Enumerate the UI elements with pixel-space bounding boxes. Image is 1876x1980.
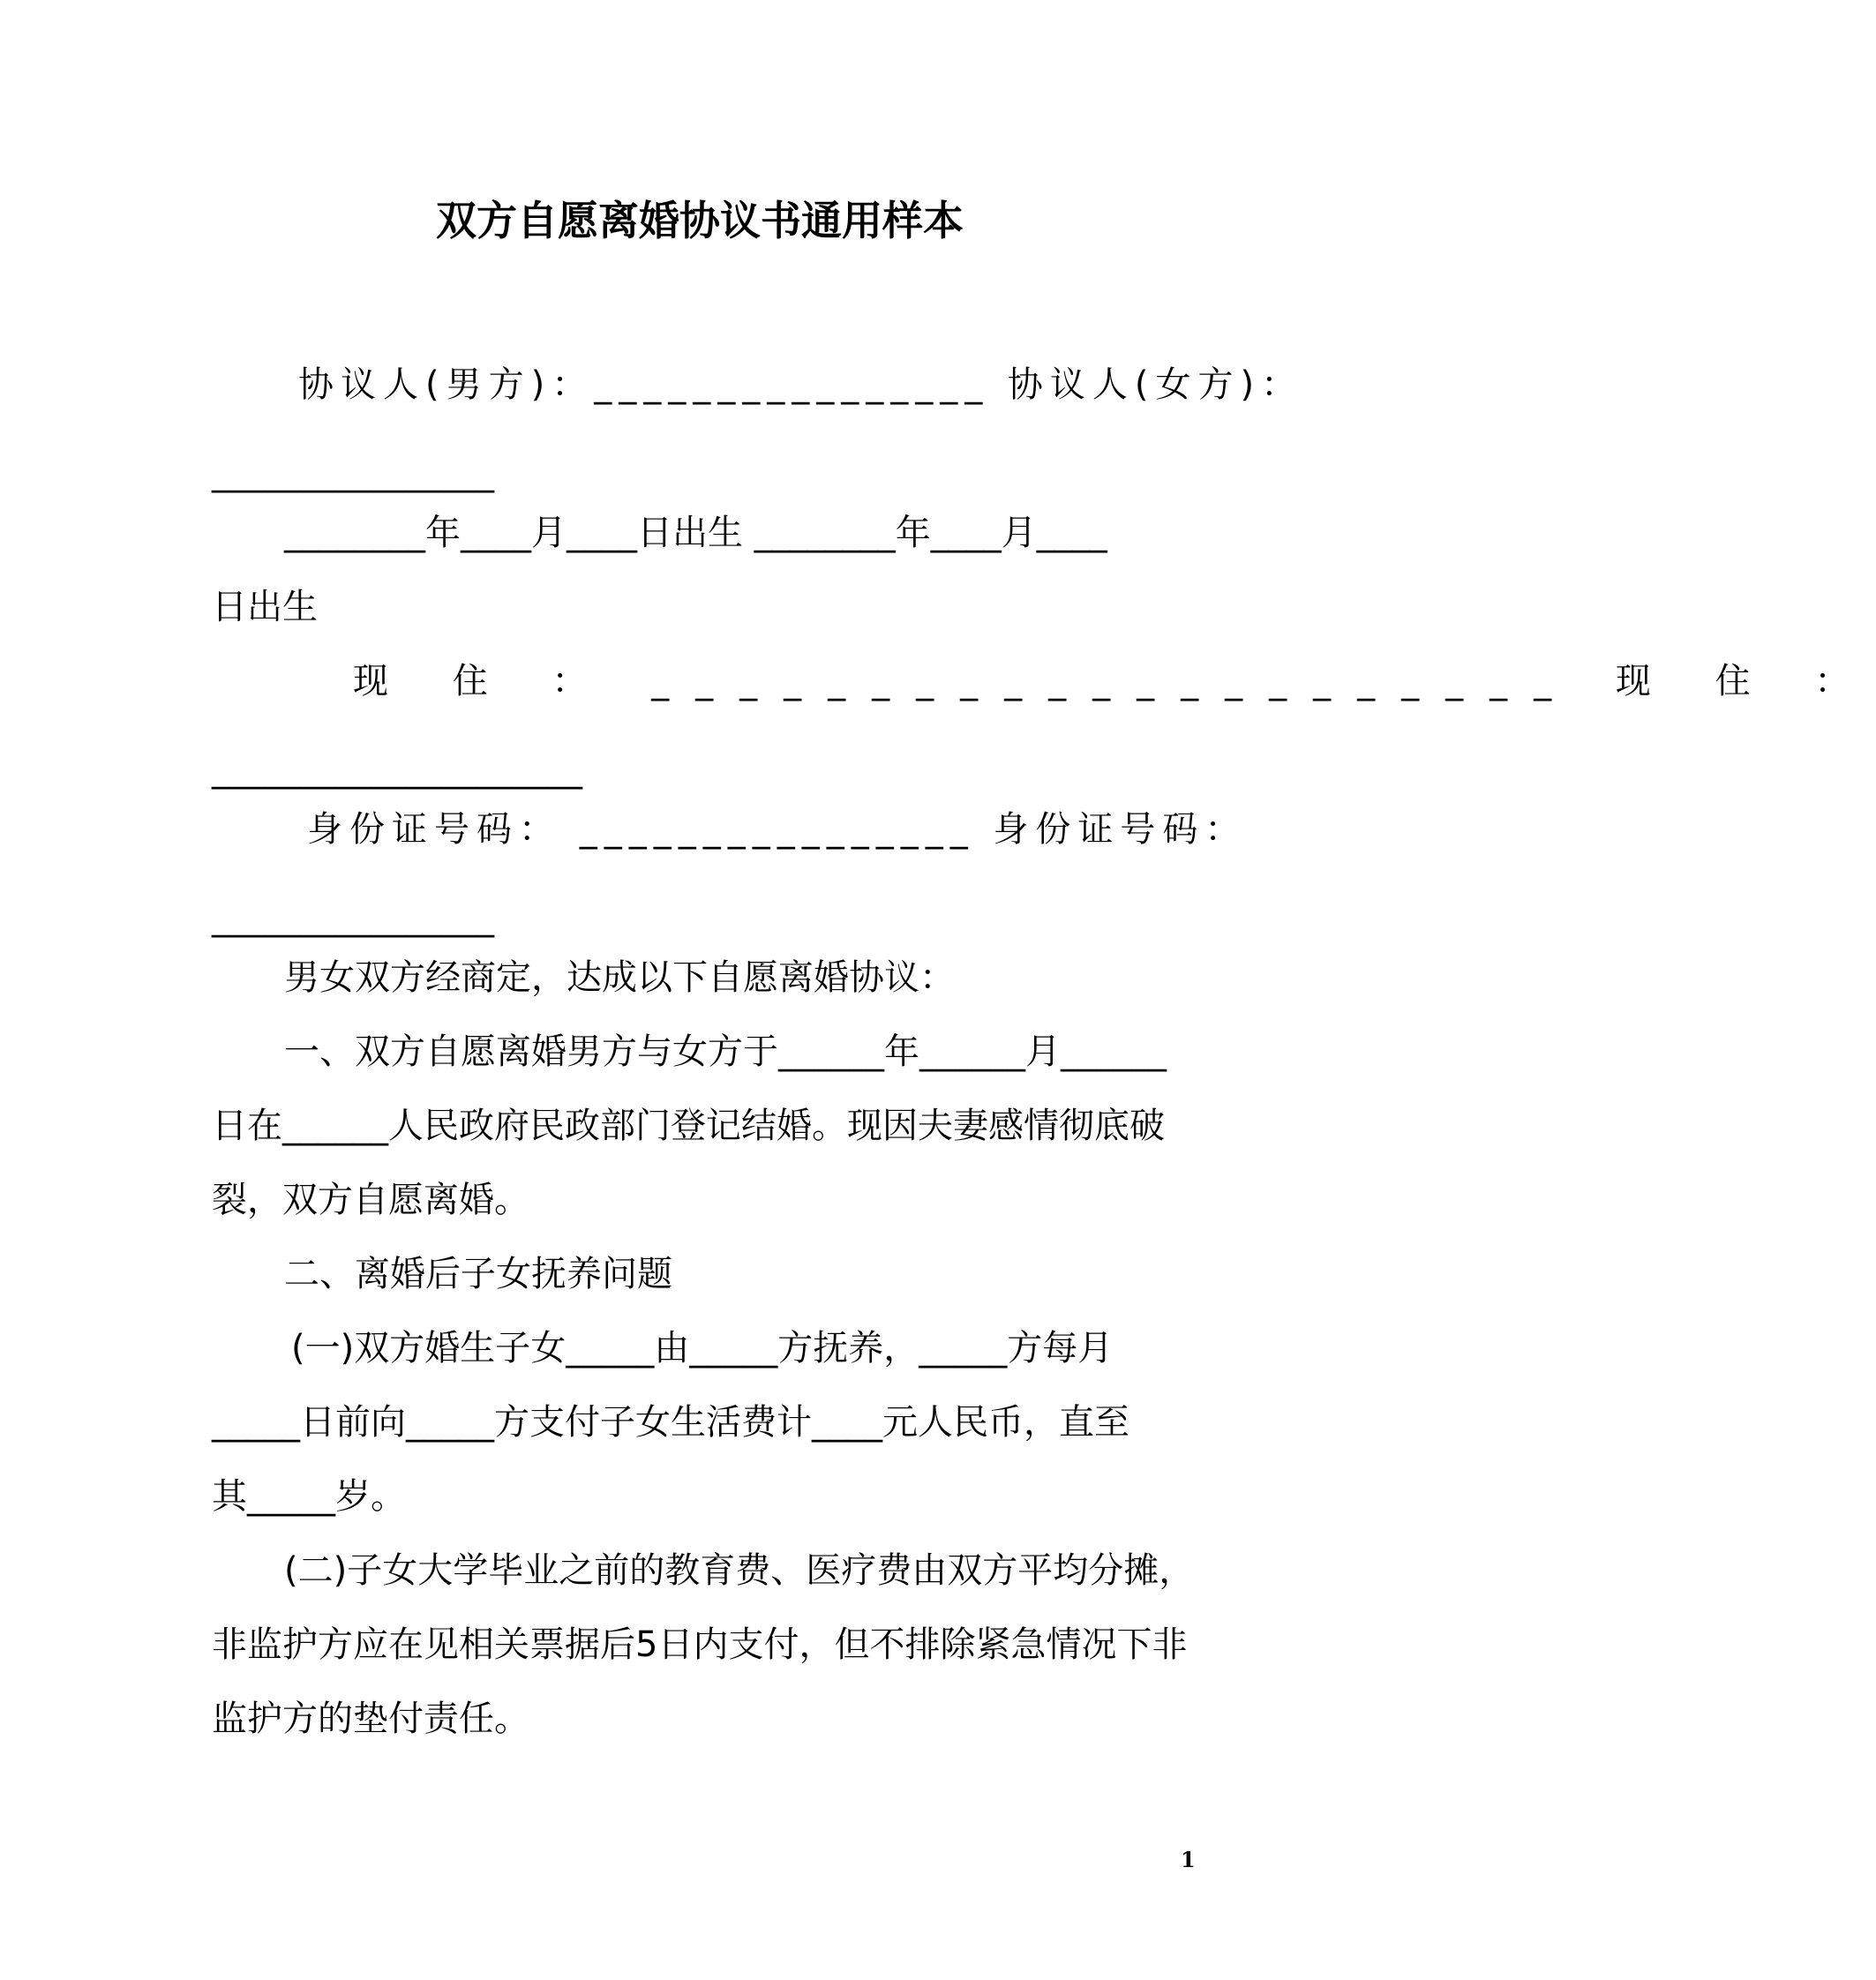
birth-date-continuation: 日出生 [212,587,318,627]
clause-2-1-line-1: (一)双方婚生子女_____由_____方抚养，_____方每月 [291,1328,1114,1369]
clause-2-1-line-2: _____日前向_____方支付子女生活费计____元人民币，直至 [212,1402,1129,1443]
clause-1-line-3: 裂，双方自愿离婚。 [212,1180,529,1220]
female-party-blank: ________________ [212,453,494,493]
female-id-blank: ________________ [212,897,494,938]
document-title: 双方自愿离婚协议书通用样本 [436,197,964,244]
clause-2-2-line-2: 非监护方应在见相关票据后5日内支付，但不排除紧急情况下非 [212,1624,1188,1665]
agreement-intro: 男女双方经商定，达成以下自愿离婚协议： [284,957,955,998]
clause-2-2-line-3: 监护方的垫付责任。 [212,1699,529,1739]
clause-2-heading: 二、离婚后子女抚养问题 [284,1254,672,1294]
clause-1-line-2: 日在______人民政府民政部门登记结婚。现因夫妻感情彻底破 [212,1106,1165,1146]
birth-date-line: ________年____月____日出生 ________年____月____ [284,513,1107,553]
parties-line: 协议人(男方)：________________ 协议人(女方)： [298,364,1304,405]
residence-line: 现 住 ： _____________________ 现 住 ： [353,661,1876,701]
id-number-line: 身份证号码： ________________ 身份证号码： [307,809,1248,850]
clause-2-1-line-3: 其_____岁。 [212,1476,406,1517]
female-residence-blank: _____________________ [212,749,582,790]
clause-1-line-1: 一、双方自愿离婚男方与女方于______年______月______ [284,1031,1167,1072]
clause-2-2-line-1: (二)子女大学毕业之前的教育费、医疗费由双方平均分摊， [284,1550,1195,1591]
page-number: 1 [1181,1847,1196,1872]
